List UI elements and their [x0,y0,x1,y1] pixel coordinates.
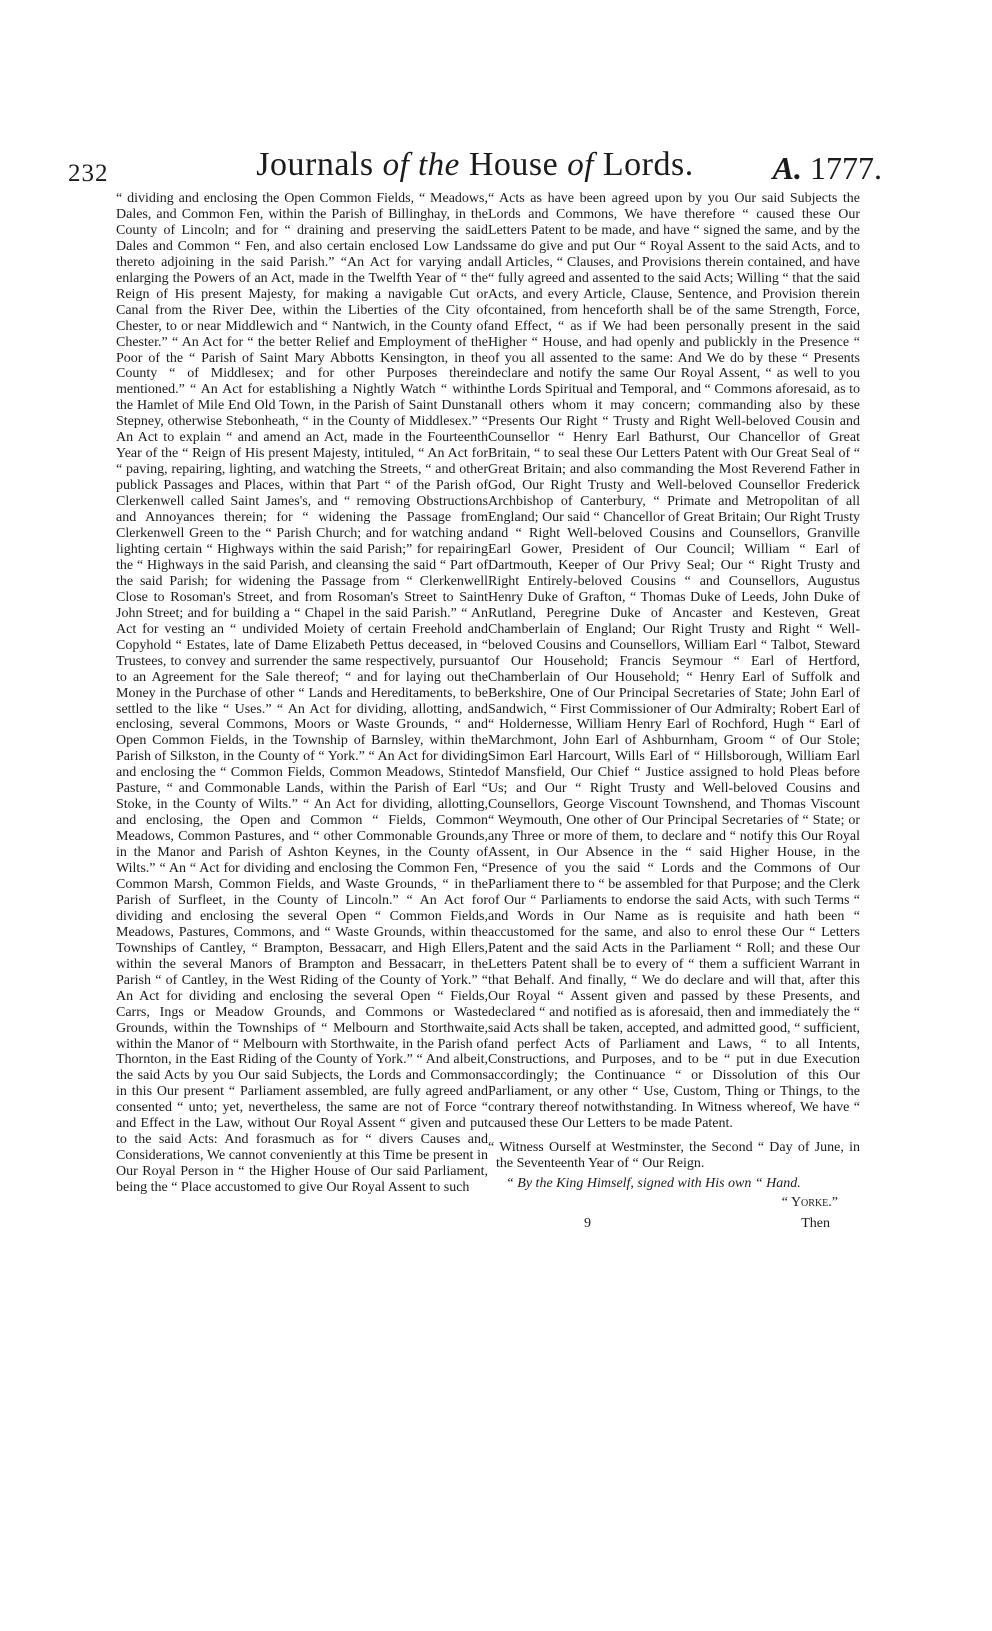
year-marker [773,150,882,187]
witness-clause: “ Witness Ourself at Westminster, the Second “ Day of June, in the Seventeenth Year of “ Our Reign. [488,1140,860,1172]
running-title [68,146,882,184]
signed-clause: “ By the King Himself, signed with His own “ Hand. [506,1176,801,1192]
year-value: 1777. [810,150,882,186]
left-column [116,191,488,1196]
page-footer [488,1216,860,1234]
signatory: “ Yorke.” [781,1195,838,1211]
title-lords: Lords. [602,146,694,183]
running-header [68,146,882,186]
title-of: of [567,147,594,183]
title-of-the: of the [382,147,460,183]
title-journals: Journals [256,146,374,183]
right-column [488,191,860,1234]
right-column-text: “ Acts as have been agreed upon by you Our said Subjects the Lords and Commons, We have therefore “ caused these Our Letters Patent to be made, and have “ signed the same, and by the same do give and put Our “ Royal Assent to the said Acts, and to all Articles, “ Clauses, and Provisions therein contained, and have “ fully agreed and assented to the said Acts; Willing “ that the said Acts, and every Article, Clause, Sentence, and Provision therein contained, from henceforth shall be of the same Strength, Force, and Effect, “ as if We had been personally present in the said Higher “ House, and had openly and publickly in the Presence “ of you all assented to the same: And We do by these “ Presents declare and notify the same Our Royal Assent, “ as well to you the Lords Spiritual and Temporal, and “ Commons aforesaid, as to all others whom it may concern; commanding also by these Presents Our Right “ Trusty and Right Well-beloved Cousin and Counsellor “ Henry Earl Bathurst, Our Chancellor of Great Britain, “ to seal these Our Letters Patent with Our Great Seal of “ Great Britain; and also commanding the Most Reverend Father in God, Our Right Trusty and Well-beloved Counsellor Frederick Archbishop of Canterbury, “ Primate and Metropolitan of all England; Our said “ Chancellor of Great Britain; Our Right Trusty and “ Right Well-beloved Cousins and Counsellors, Granville Earl Gower, President of Our Council; William “ Earl of Dartmouth, Keeper of Our Privy Seal; Our “ Right Trusty and Right Entirely-beloved Cousins “ and Counsellors, Augustus Henry Duke of Grafton, “ Thomas Duke of Leeds, John Duke of Rutland, Peregrine Duke of Ancaster and Kesteven, Great Chamberlain of England; Our Right Trusty and Right “ Well-beloved Cousins and Counsellors, William Earl “ Talbot, Steward of Our Household; Francis Seymour “ Earl of Hertford, Chamberlain of Our Household; “ Henry Earl of Suffolk and Berkshire, One of Our Principal Secretaries of State; John Earl of Sandwich, “ First Commissioner of Our Admiralty; Robert Earl of “ Holdernesse, William Henry Earl of Rochford, Hugh “ Earl of Marchmont, John Earl of Ashburnham, Groom “ of Our Stole; Simon Earl Harcourt, Wills Earl of “ Hillsborough, William Earl of Mansfield, Our Chief “ Justice assigned to hold Pleas before Us; and Our “ Right Trusty and Well-beloved Cousins and Counsellors, George Viscount Townshend, and Thomas Viscount “ Weymouth, One other of Our Principal Secretaries of “ State; or any Three or more of them, to declare and “ notify this Our Royal Assent, in Our Absence in the “ said Higher House, in the Presence of you the said “ Lords and the Commons of Our Parliament there to “ be assembled for that Purpose; and the Clerk of Our “ Parliaments to endorse the said Acts, with such Terms “ and Words in Our Name as is requisite and hath been “ accustomed for the same, and also to enrol these Our “ Letters Patent and the said Acts in the Parliament “ Roll; and these Our Letters Patent shall be to every of “ them a sufficient Warrant in that Behalf. And finally, “ We do declare and will that, after this Our Royal “ Assent given and passed by these Presents, and declared “ and notified as is aforesaid, then and immediately the “ said Acts shall be taken, accepted, and admitted good, “ sufficient, and perfect Acts of Parliament and Laws, “ to all Intents, Constructions, and Purposes, and to be “ put in due Execution accordingly; the Continuance “ or Dissolution of this Our Parliament, or any other “ Use, Custom, Thing or Things, to the contrary thereof notwithstanding. In Witness whereof, We have “ caused these Our Letters to be made Patent. [488,191,860,1132]
left-column-text: “ dividing and enclosing the Open Common Fields, “ Meadows, Dales, and Common Fen, within the Parish of Billinghay, in the County of Lincoln; and for “ draining and preserving the said Dales and Common “ Fen, and also certain enclosed Low Lands thereto adjoining in the said Parish.” “An Act for varying and enlarging the Powers of an Act, made in the Twelfth Year of “ the Reign of His present Majesty, for making a navigable Cut or Canal from the River Dee, within the Liberties of the City of Chester, to or near Middlewich and “ Nantwich, in the County of Chester.” “ An Act for “ the better Relief and Employment of the Poor of the “ Parish of Saint Mary Abbotts Kensington, in the County “ of Middlesex; and for other Purposes therein mentioned.” “ An Act for establishing a Nightly Watch “ within the Hamlet of Mile End Old Town, in the Parish of Saint Dunstan Stepney, otherwise Stebonheath, “ in the County of Middlesex.” “ An Act to explain “ and amend an Act, made in the Fourteenth Year of the “ Reign of His present Majesty, intituled, “ An Act for “ paving, repairing, lighting, and watching the Streets, “ and other publick Passages and Places, within that Part “ of the Parish of Clerkenwell called Saint James's, and “ removing Obstructions and Annoyances therein; for “ widening the Passage from Clerkenwell Green to the “ Parish Church; and for watching and lighting certain “ Highways within the said Parish;” for repairing the “ Highways in the said Parish, and cleansing the said “ Part of the said Parish; for widening the Passage from “ Clerkenwell Close to Rosoman's Street, and from Rosoman's Street to Saint John Street; and for building a “ Chapel in the said Parish.” “ An Act for vesting an “ undivided Moiety of certain Freehold and Copyhold “ Estates, late of Dame Elizabeth Pettus deceased, in “ Trustees, to convey and surrender the same respectively, pursuant to an Agreement for the Sale thereof; “ and for laying out the Money in the Purchase of other “ Lands and Hereditaments, to be settled to the like “ Uses.” “ An Act for dividing, allotting, and enclosing, several Commons, Moors or Waste Grounds, “ and Open Common Fields, in the Township of Barnsley, within the Parish of Silkston, in the County of “ York.” “ An Act for dividing and enclosing the “ Common Fields, Common Meadows, Stinted Pasture, “ and Commonable Lands, within the Parish of Earl “ Stoke, in the County of Wilts.” “ An Act for dividing, allotting, and enclosing, the Open and Common “ Fields, Common Meadows, Common Pastures, and “ other Commonable Grounds, in the Manor and Parish of Ashton Keynes, in the County of Wilts.” “ An “ Act for dividing and enclosing the Common Fen, “ Common Marsh, Common Fields, and Waste Grounds, “ in the Parish of Surfleet, in the County of Lincoln.” “ An Act for dividing and enclosing the several Open “ Common Fields, Meadows, Pastures, Commons, and “ Waste Grounds, within the Townships of Cantley, “ Brampton, Bessacarr, and High Ellers, within the several Manors of Brampton and Bessacarr, in the Parish “ of Cantley, in the West Riding of the County of York.” “ An Act for dividing and enclosing the several Open “ Fields, Carrs, Ings or Meadow Grounds, and Commons or Waste Grounds, within the Townships of “ Melbourn and Storthwaite, within the Manor of “ Melbourn with Storthwaite, in the Parish of Thornton, in the East Riding of the County of York.” “ And albeit, the said Acts by you Our said Subjects, the Lords and Commons in this Our present “ Parliament assembled, are fully agreed and consented “ unto; yet, nevertheless, the same are not of Force “ and Effect in the Law, without Our Royal Assent “ given and put to the said Acts: And forasmuch as for “ divers Causes and Considerations, We cannot conveniently at this Time be present in Our Royal Person in “ the Higher House of Our said Parliament, being the “ Place accustomed to give Our Royal Assent to such [116,191,488,1196]
signature-mark: 9 [584,1216,591,1232]
year-prefix: A. [772,150,802,186]
title-house: House [468,146,559,183]
page-number: 232 [68,160,109,187]
catchword: Then [801,1216,830,1232]
